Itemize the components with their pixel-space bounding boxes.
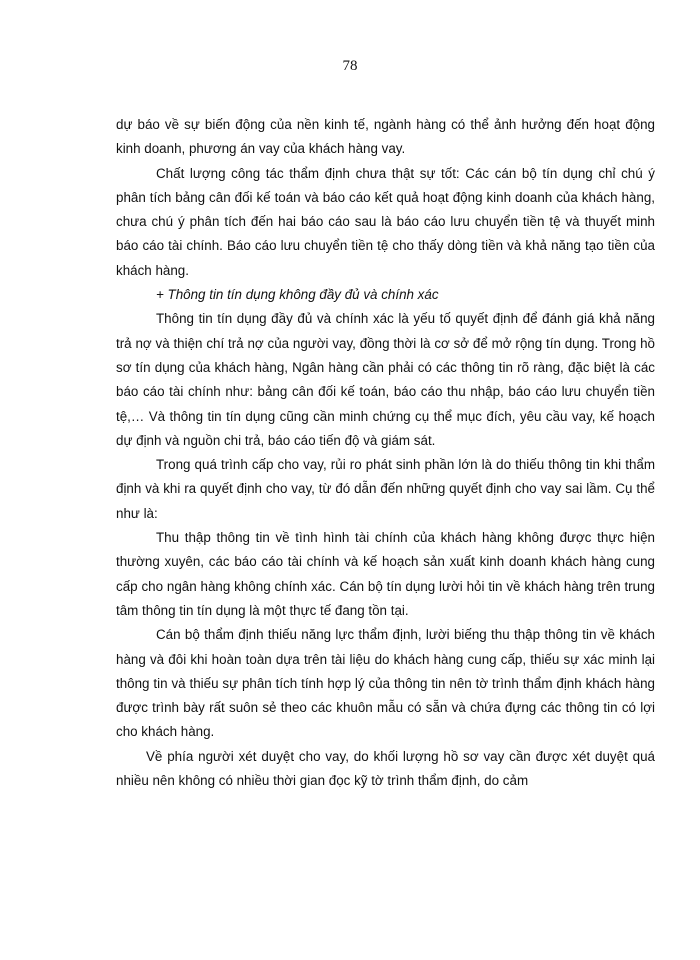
paragraph-approver-side: Về phía người xét duyệt cho vay, do khối lượng hồ sơ vay cần được xét duyệt quá nhiều nên không có nhiều thời gian đọc kỹ tờ trình thẩm định, do cảm (116, 748, 655, 789)
paragraph-lending-risk: Trong quá trình cấp cho vay, rủi ro phát sinh phần lớn là do thiếu thông tin khi thẩm định và khi ra quyết định cho vay, từ đó dẫn đến những quyết định cho vay sai lầm. Cụ thể như là: (116, 457, 655, 521)
body-text (116, 113, 655, 793)
paragraph-appraiser-capacity: Cán bộ thẩm định thiếu năng lực thẩm định, lười biếng thu thập thông tin về khách hàng và đôi khi hoàn toàn dựa trên tài liệu do khách hàng cung cấp, thiếu sự xác minh lại thông tin và thiếu sự phân tích tính hợp lý của thông tin nên tờ trình thẩm định khách hàng được trình bày rất suôn sẻ theo các khuôn mẫu có sẵn và chứa đựng các thông tin có lợi cho khách hàng. (116, 627, 655, 740)
paragraph-economic-forecast: dự báo về sự biến động của nền kinh tế, ngành hàng có thể ảnh hưởng đến hoạt động kinh doanh, phương án vay của khách hàng vay. (116, 117, 655, 157)
paragraph-appraisal-quality: Chất lượng công tác thẩm định chưa thật sự tốt: Các cán bộ tín dụng chỉ chú ý phân tích bảng cân đối kế toán và báo cáo kết quả hoạt động kinh doanh của khách hàng, chưa chú ý phân tích đến hai báo cáo sau là báo cáo lưu chuyển tiền tệ và thuyết minh báo cáo tài chính. Báo cáo lưu chuyển tiền tệ cho thấy dòng tiền và khả năng tạo tiền của khách hàng. (116, 165, 655, 278)
paragraph-credit-info: Thông tin tín dụng đầy đủ và chính xác là yếu tố quyết định để đánh giá khả năng trả nợ và thiện chí trả nợ của người vay, đồng thời là cơ sở để mở rộng tín dụng. Trong hồ sơ tín dụng của khách hàng, Ngân hàng cần phải có các thông tin rõ ràng, đặc biệt là các báo cáo tài chính như: bảng cân đối kế toán, báo cáo thu nhập, báo cáo lưu chuyển tiền tệ,… Và thông tin tín dụng cũng cần minh chứng cụ thể mục đích, yêu cầu vay, kế hoạch dự định và nguồn chi trả, báo cáo tiến độ và giám sát. (116, 311, 655, 448)
page-number: 78 (342, 58, 358, 74)
section-heading-credit-info: + Thông tin tín dụng không đầy đủ và chính xác (156, 287, 439, 303)
paragraph-info-collection: Thu thập thông tin về tình hình tài chính của khách hàng không được thực hiện thường xuyên, các báo cáo tài chính và kế hoạch sản xuất kinh doanh khách hàng cung cấp cho ngân hàng không chính xác. Cán bộ tín dụng lười hỏi tin về khách hàng trên trung tâm thông tin tín dụng là một thực tế đang tồn tại. (116, 530, 655, 618)
